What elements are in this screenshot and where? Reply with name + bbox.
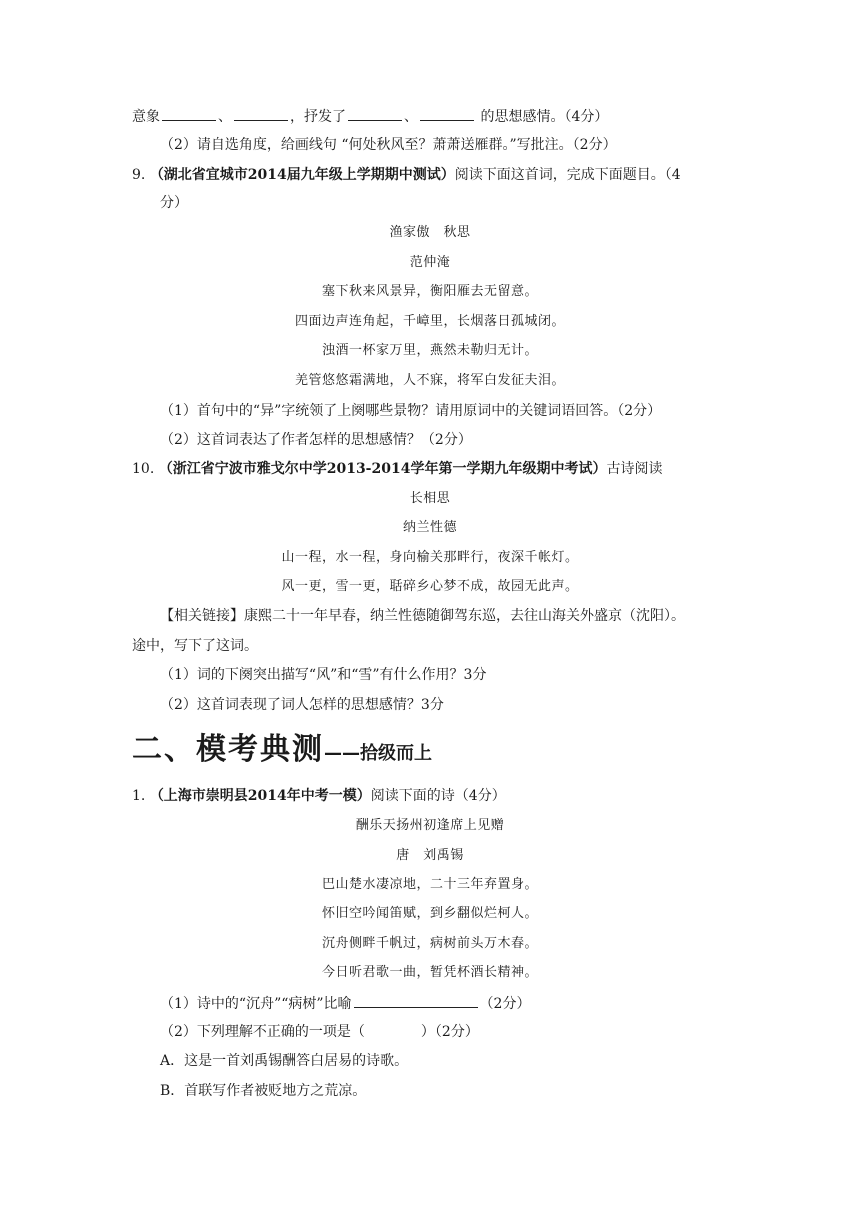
text: （1）诗中的“沉舟”“病树”比喻 — [160, 996, 352, 1012]
question-item: （1）词的下阕突出描写“风”和“雪”有什么作用？3分 — [160, 667, 487, 683]
text: 、 — [404, 109, 418, 125]
text: ，抒发了 — [290, 109, 346, 125]
question-header — [132, 166, 681, 184]
question-item: （1）首句中的“异”字统领了上阕哪些景物？请用原词中的关键词语回答。（2分） — [160, 403, 662, 419]
poem-line: 塞下秋来风景异，衡阳雁去无留意。 — [321, 284, 538, 299]
poem-title: 渔家傲 秋思 — [389, 225, 471, 240]
poem-line: 四面边声连角起，千嶂里，长烟落日孤城闭。 — [294, 314, 565, 329]
poem-title: 酬乐天扬州初逢席上见赠 — [355, 818, 505, 833]
question-prompt: 阅读下面这首词，完成下面题目。（4 — [454, 167, 681, 183]
question-header — [132, 460, 662, 478]
question-item: （2）下列理解不正确的一项是（ ）（2分） — [160, 1024, 479, 1040]
answer-blank[interactable] — [354, 993, 478, 1008]
section-title: 二、模考典测 — [132, 732, 324, 767]
question-source: （湖北省宜城市2014届九年级上学期期中测试） — [149, 167, 455, 183]
question-number: 10. — [132, 461, 155, 477]
poem-line: 风一更，雪一更，聒碎乡心梦不成，故园无此声。 — [281, 579, 579, 594]
option-b[interactable]: B．首联写作者被贬地方之荒凉。 — [160, 1083, 367, 1099]
poem-line: 今日听君歌一曲，暂凭杯酒长精神。 — [321, 965, 538, 980]
question-number: 9. — [132, 167, 146, 183]
text: 意象 — [132, 109, 160, 125]
text: 、 — [218, 109, 232, 125]
poem-author: 纳兰性德 — [402, 520, 457, 535]
fill-in-line — [132, 106, 608, 126]
related-link-text: 【相关链接】康熙二十一年早春，纳兰性德随御驾东巡，去往山海关外盛京（沈阳）。 — [160, 608, 685, 624]
question-prompt-cont: 分） — [160, 195, 188, 211]
text: （2分） — [479, 996, 531, 1012]
answer-blank[interactable] — [348, 106, 402, 121]
question-prompt: 古诗阅读 — [606, 461, 663, 477]
question-prompt: 阅读下面的诗（4分） — [370, 788, 506, 804]
related-link-text: 途中，写下了这词。 — [132, 638, 258, 654]
question-item: （2）这首词表达了作者怎样的思想感情？（2分） — [160, 432, 472, 448]
option-a[interactable]: A．这是一首刘禹锡酬答白居易的诗歌。 — [160, 1053, 409, 1069]
answer-blank[interactable] — [420, 106, 474, 121]
answer-blank[interactable] — [162, 106, 216, 121]
question-header — [132, 787, 506, 805]
section-heading — [132, 724, 432, 768]
section-subtitle: ——拾级而上 — [324, 743, 432, 764]
question-number: 1. — [132, 788, 146, 804]
poem-title: 长相思 — [409, 491, 451, 506]
question-source: （上海市崇明县2014年中考一模） — [149, 788, 371, 804]
question-source: （浙江省宁波市雅戈尔中学2013-2014学年第一学期九年级期中考试） — [158, 461, 607, 477]
poem-author: 范仲淹 — [409, 255, 451, 270]
question-item: （2）请自选角度，给画线句 “何处秋风至？萧萧送雁群。”写批注。（2分） — [160, 137, 617, 153]
question-item: （2）这首词表现了词人怎样的思想感情？3分 — [160, 697, 444, 713]
text: 的思想感情。（4分） — [476, 109, 609, 125]
question-item — [160, 993, 530, 1013]
poem-author: 唐 刘禹锡 — [396, 848, 464, 863]
poem-line: 浊酒一杯家万里，燕然未勒归无计。 — [321, 343, 538, 358]
poem-line: 山一程，水一程，身向榆关那畔行，夜深千帐灯。 — [281, 550, 579, 565]
poem-line: 怀旧空吟闻笛赋，到乡翻似烂柯人。 — [321, 906, 538, 921]
poem-line: 羌管悠悠霜满地，人不寐，将军白发征夫泪。 — [294, 373, 565, 388]
answer-blank[interactable] — [234, 106, 288, 121]
poem-line: 巴山楚水凄凉地，二十三年弃置身。 — [321, 877, 538, 892]
poem-line: 沉舟侧畔千帆过，病树前头万木春。 — [321, 936, 538, 951]
